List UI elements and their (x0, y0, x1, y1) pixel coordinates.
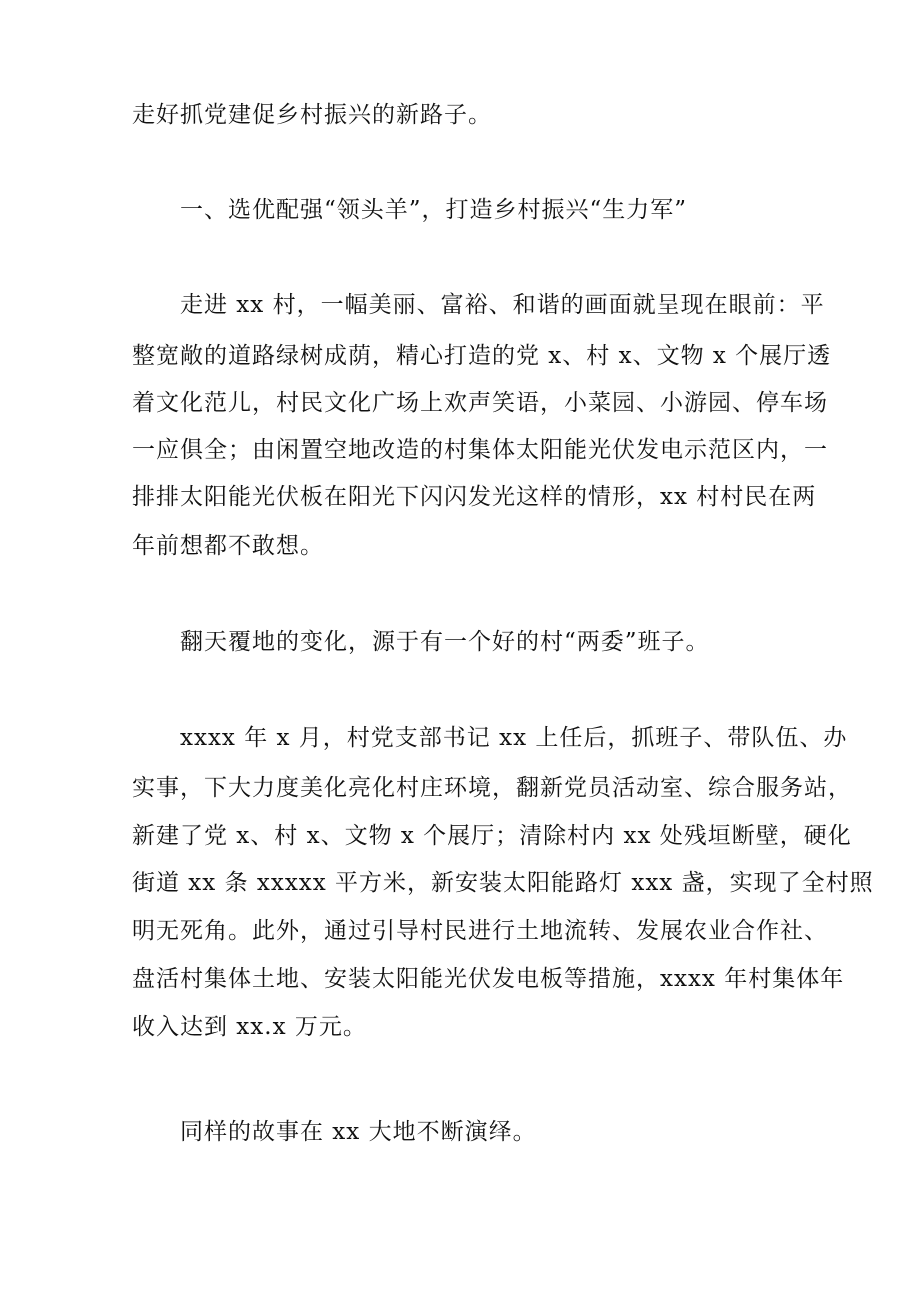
paragraph-line: 街道 xx 条 xxxxx 平方米，新安装太阳能路灯 xxx 盏，实现了全村照 (132, 870, 874, 896)
paragraph-line: 收入达到 xx.x 万元。 (132, 1014, 367, 1040)
paragraph-line: 着文化范儿，村民文化广场上欢声笑语，小菜园、小游园、停车场 (132, 390, 828, 416)
intro-line: 走好抓党建促乡村振兴的新路子。 (132, 102, 492, 128)
paragraph-4: 同样的故事在 xx 大地不断演绎。 (180, 1119, 537, 1145)
section-heading: 一、选优配强“领头羊”，打造乡村振兴“生力军” (180, 197, 688, 223)
paragraph-line: 明无死角。此外，通过引导村民进行土地流转、发展农业合作社、 (132, 918, 828, 944)
paragraph-line: 盘活村集体土地、安装太阳能光伏发电板等措施，xxxx 年村集体年 (132, 966, 845, 992)
paragraph-line: 排排太阳能光伏板在阳光下闪闪发光这样的情形，xx 村村民在两 (132, 484, 817, 510)
paragraph-line: 新建了党 x、村 x、文物 x 个展厅；清除村内 xx 处残垣断壁，硬化 (132, 823, 852, 849)
paragraph-line: 实事，下大力度美化亮化村庄环境，翻新党员活动室、综合服务站， (132, 775, 852, 801)
paragraph-line: 年前想都不敢想。 (132, 533, 324, 559)
paragraph-line: 整宽敞的道路绿树成荫，精心打造的党 x、村 x、文物 x 个展厅透 (132, 343, 832, 369)
paragraph-line: xxxx 年 x 月，村党支部书记 xx 上任后，抓班子、带队伍、办 (180, 725, 848, 751)
paragraph-2: 翻天覆地的变化，源于有一个好的村“两委”班子。 (180, 629, 710, 655)
paragraph-line: 走进 xx 村，一幅美丽、富裕、和谐的画面就呈现在眼前：平 (180, 292, 825, 318)
paragraph-line: 一应俱全；由闲置空地改造的村集体太阳能光伏发电示范区内，一 (132, 437, 828, 463)
